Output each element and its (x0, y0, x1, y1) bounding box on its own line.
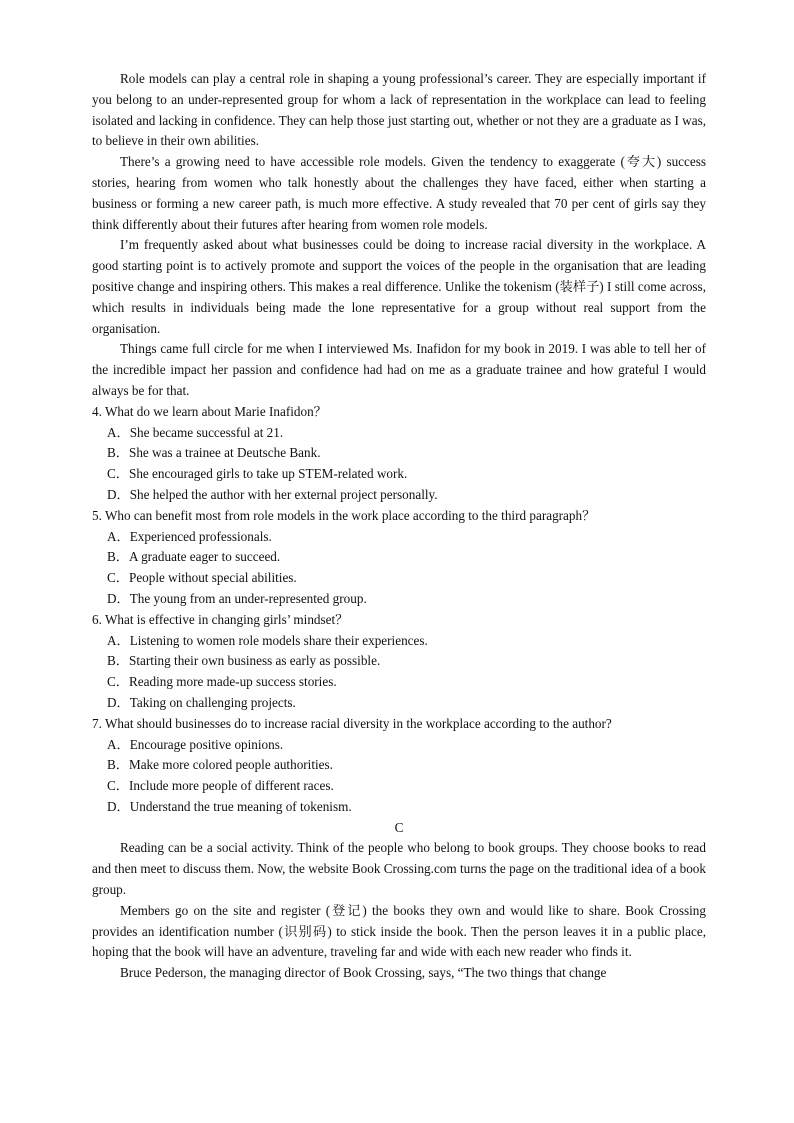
passage-c-paragraph-2: Members go on the site and register (登记) the books they own and would like to share. Book Crossing provides an identification number (识别码) to stick inside the book. Then the person leaves it in a public place, hoping that the book will have an adventure, traveling far and wide with each new reader who finds it. (92, 902, 706, 960)
question-4-option-a: A．She became successful at 21. (107, 424, 284, 440)
question-7-stem: 7. What should businesses do to increase racial diversity in the workplace according to the author? (92, 715, 612, 731)
question-7-option-c: C．Include more people of different races. (107, 778, 334, 794)
question-5-option-a: A．Experienced professionals. (107, 528, 272, 544)
passage-b-paragraph-4: Things came full circle for me when I interviewed Ms. Inafidon for my book in 2019. I was able to tell her of the incredible impact her passion and confidence had had on me as a graduate trainee and how grateful I would always be for that. (92, 341, 706, 398)
passage-b (92, 69, 706, 402)
question-7-option-d: D．Understand the true meaning of tokenism. (107, 798, 352, 814)
question-7-option-b: B．Make more colored people authorities. (107, 757, 333, 773)
passage-b-paragraph-2: There’s a growing need to have accessible role models. Given the tendency to exaggerate (夸大) success stories, hearing from women who talk honestly about the challenges they have faced, either when starting a business or forming a new career path, is much more effective. A study revealed that 70 per cent of girls say they think differently about their futures after hearing from women role models. (92, 154, 706, 232)
question-4-option-d: D．She helped the author with her external project personally. (107, 486, 438, 502)
question-4-stem: 4. What do we learn about Marie Inafidon？ (92, 403, 327, 419)
passage-c-paragraph-1: Reading can be a social activity. Think of the people who belong to book groups. They choose books to read and then meet to discuss them. Now, the website Book Crossing.com turns the page on the traditional idea of a book group. (92, 840, 706, 898)
question-4 (92, 402, 706, 506)
passage-c-label: C (394, 819, 404, 835)
question-6-option-c: C．Reading more made-up success stories. (107, 674, 337, 690)
question-5-option-b: B．A graduate eager to succeed. (107, 549, 281, 565)
question-6-option-b: B．Starting their own business as early as possible. (107, 653, 381, 669)
question-5-option-c: C．People without special abilities. (107, 570, 297, 586)
passage-b-paragraph-3: I’m frequently asked about what businesses could be doing to increase racial diversity in the workplace. A good starting point is to actively promote and support the voices of the people in the organisation that are leading positive change and inspiring others. This makes a real difference. Unlike the tokenism (装样子) I still come across, which results in individuals being made the lone representative for a group without real support from the organisation. (92, 237, 706, 336)
page-content (92, 69, 706, 984)
question-6 (92, 610, 706, 714)
question-7 (92, 714, 706, 818)
question-7-option-a: A．Encourage positive opinions. (107, 736, 284, 752)
passage-b-paragraph-1: Role models can play a central role in shaping a young professional’s career. They are especially important if you belong to an under-represented group for whom a lack of representation in the workplace can lead to feeling isolated and lacking in confidence. They can help those just starting out, whether or not they are a graduate as I was, to believe in their own abilities. (92, 71, 706, 149)
question-5-option-d: D．The young from an under-represented group. (107, 590, 367, 606)
question-5-stem: 5. Who can benefit most from role models in the work place according to the third paragraph？ (92, 507, 596, 523)
question-5 (92, 506, 706, 610)
question-4-option-b: B．She was a trainee at Deutsche Bank. (107, 445, 321, 461)
passage-c-paragraph-3: Bruce Pederson, the managing director of Book Crossing, says, “The two things that change (120, 965, 607, 981)
question-6-stem: 6. What is effective in changing girls’ mindset？ (92, 611, 349, 627)
passage-c (92, 818, 706, 984)
question-6-option-a: A．Listening to women role models share their experiences. (107, 632, 428, 648)
question-4-option-c: C．She encouraged girls to take up STEM-related work. (107, 466, 408, 482)
question-6-option-d: D．Taking on challenging projects. (107, 694, 296, 710)
